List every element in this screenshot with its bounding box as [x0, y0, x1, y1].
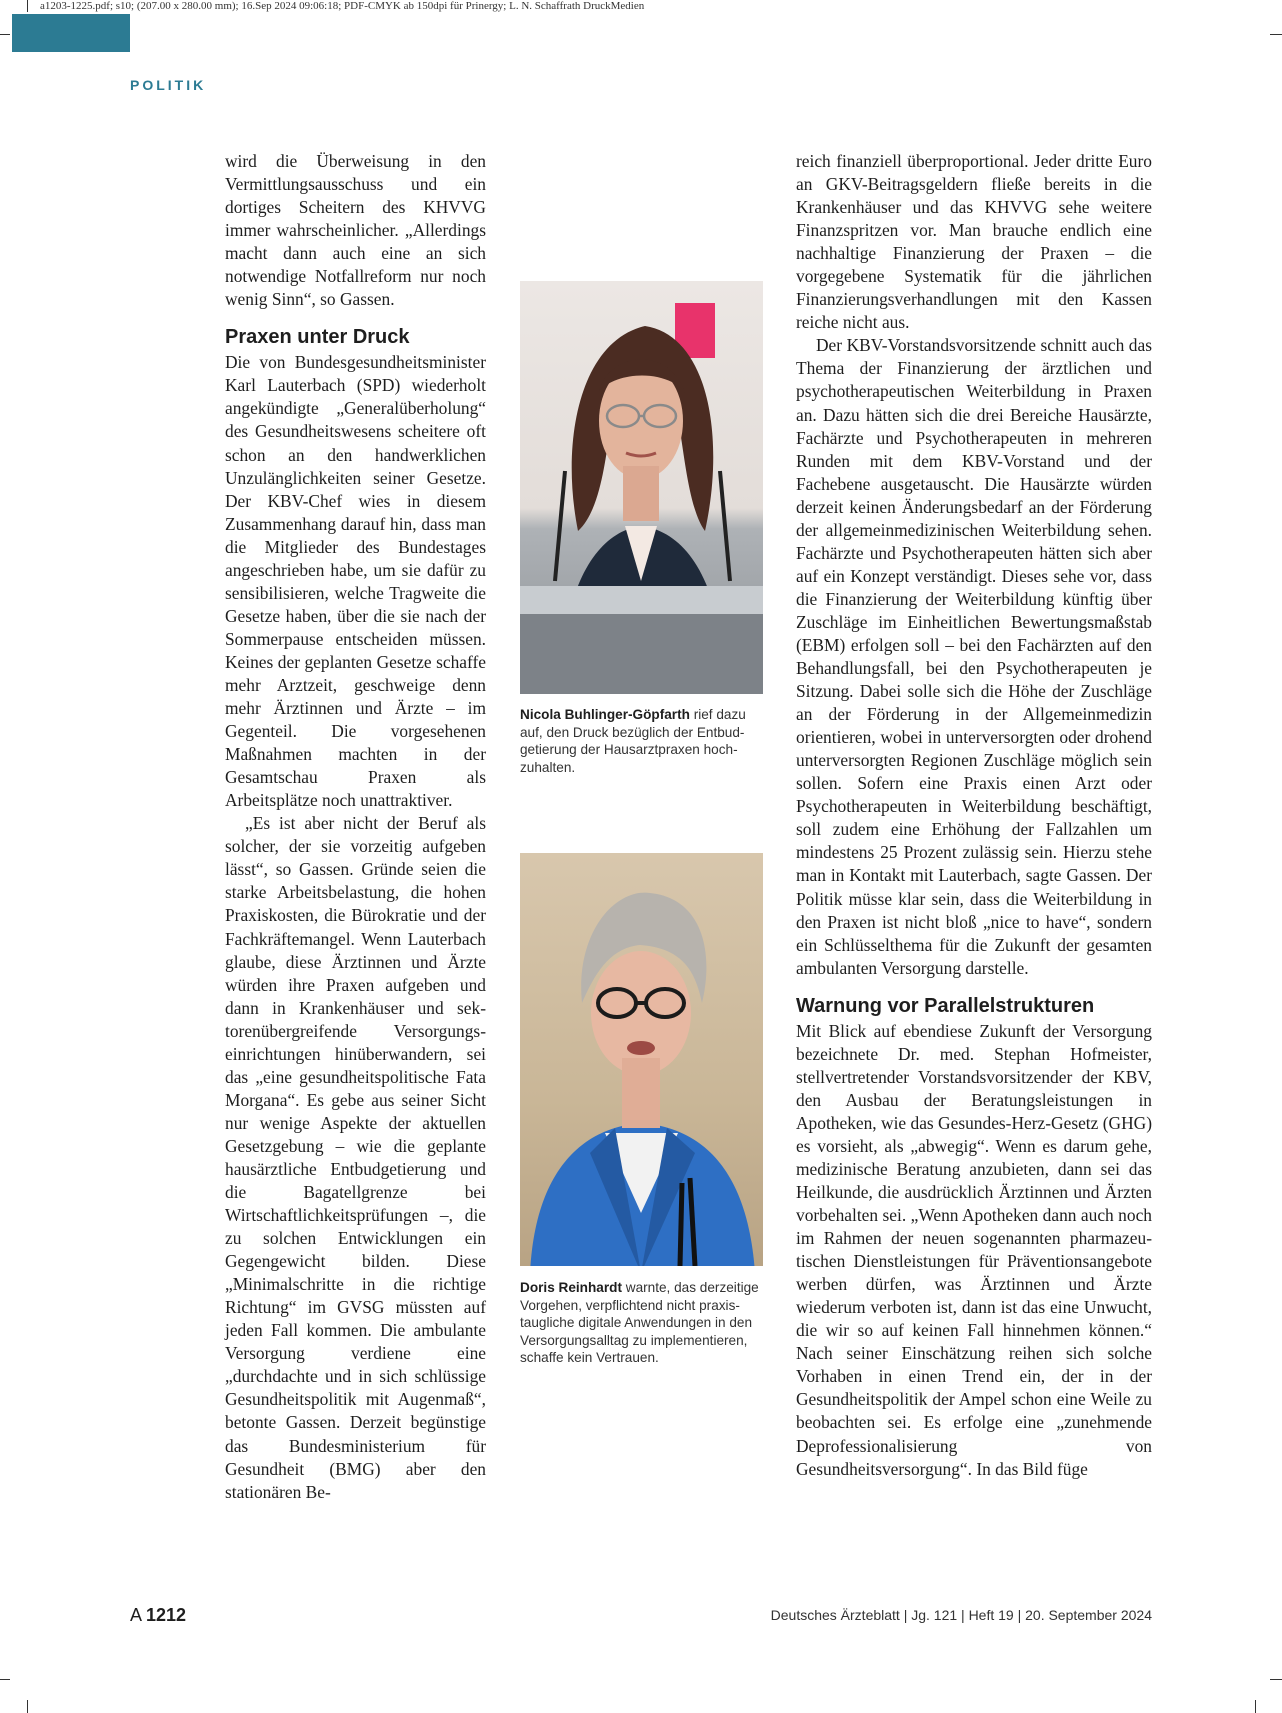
- crop-mark: [27, 0, 28, 12]
- footer-publication-info: Deutsches Ärzteblatt | Jg. 121 | Heft 19 | 20. September 2024: [770, 1607, 1152, 1623]
- crop-mark: [1270, 34, 1282, 35]
- photo-caption: [520, 1279, 763, 1367]
- page-number-value: 1212: [146, 1605, 187, 1625]
- article-column-left: [225, 150, 486, 1504]
- page-prefix: A: [130, 1605, 147, 1625]
- caption-person-name: Nicola Buhlinger-Göpfarth: [520, 707, 690, 722]
- page-number: [130, 1605, 186, 1626]
- corner-color-block: [12, 14, 130, 52]
- subheading: Warnung vor Parallelstrukturen: [796, 994, 1095, 1017]
- print-slug: a1203-1225.pdf; s10; (207.00 x 280.00 mm); 16.Sep 2024 09:06:18; PDF-CMYK ab 150dpi für Prinergy; L. N. Schaffrath DruckMedien: [40, 0, 645, 12]
- article-column-right: [796, 150, 1152, 1481]
- paragraph: Der KBV-Vorstandsvorsitzende schnitt auch das Thema der Finanzierung der ärztlichen und psychotherapeutischen Weiterbildung in Praxen an. Dazu hätten sich die drei Bereiche Hausärzte, Fachärzte und Psychotherapeuten in mehreren Runden mit dem KBV-Vorstand und der Fachebene ausgetauscht. Die Hausärzte würden derzeit keinen Änderungsbedarf an der Förderung der allgemeinmedizinischen Weiterbildung sehen. Fachärzte und Psychotherapeuten hätten sich aber auf ein Konzept verständigt. Dieses sehe vor, dass die Finanzierung der Weiterbildung künftig über Zuschläge im Einheitlichen Bewertungsmaßstab (EBM) erfolgen soll – bei den Fachärzten auf den Behandlungsfall, bei den Psychotherapeuten je Sitzung. Dabei solle sich die Höhe der Zuschläge an der Förderung in der Allgemeinmedizin orientieren, wobei in unterversorgten oder drohend unterversorgten Regionen Zuschläge möglich sein sollen. Sofern eine Praxis einen Arzt oder Psychotherapeuten in Weiterbildung beschäftigt, soll zudem eine Erhöhung der Fallzahlen um mindestens 25 Prozent zulässig sein. Hierzu stehe man in Kontakt mit Lauterbach, sagte Gassen. Der Politik müsse klar sein, dass die Weiterbildung in den Praxen ist nicht bloß „nice to have“, sondern ein Schlüsselthema für die Zukunft der gesamten ambulanten Versorgung darstelle.: [796, 335, 1152, 978]
- caption-person-name: Doris Reinhardt: [520, 1280, 622, 1295]
- portrait-illustration: [520, 853, 763, 1266]
- caption-text: warnte, das derzeitige Vorgehen, verpflichtend nicht praxistaugliche digitale Anwendungen in den Versorgungsalltag zu implementieren, schaffe kein Vertrauen.: [520, 1280, 759, 1366]
- photo-doris-reinhardt: [520, 853, 763, 1266]
- crop-mark: [1255, 1700, 1256, 1713]
- crop-mark: [27, 1700, 28, 1713]
- paragraph: „Es ist aber nicht der Beruf als solcher, der sie vorzeitig aufgeben lässt“, so Gassen. Gründe seien die starke Arbeitsbelastung, die hohen Praxiskosten, die Bürokratie und der Fachkräftemangel. Wenn Lauterbach glaube, diese Ärztinnen und Ärzte würden ihre Praxen aufgeben und dann in Krankenhäuser und sektorenübergreifende Versorgungseinrichtungen hinüberwandern, sei das „eine gesundheitspolitische Fata Morgana“. Es gebe aus seiner Sicht nur wenige Aspekte der aktuellen Gesetzgebung – wie die geplante hausärztliche Entbudgetierung und die Bagatellgrenze bei Wirtschaftlichkeitsprüfungen –, die zu solchen Entwicklungen ein Gegengewicht bilden. Diese „Minimalschritte in die richtige Richtung“ im GVSG müssten auf jeden Fall kommen. Die ambulante Versorgung verdiene eine „durchdachte und in sich schlüssige Gesundheitspolitik mit Augenmaß“, betonte Gassen. Derzeit begünstige das Bundesministerium für Gesundheit (BMG) aber den stationären Be-: [225, 813, 486, 1502]
- photo-nicola-buhlinger-goepfarth: [520, 281, 763, 694]
- portrait-illustration: [520, 281, 763, 694]
- paragraph: Die von Bundesgesundheitsminister Karl Lauterbach (SPD) wiederholt angekündigte „Generalüberholung“ des Gesundheitswesens scheitere oft schon an den handwerklichen Unzulänglichkeiten seiner Gesetze. Der KBV-Chef wies in diesem Zusammenhang darauf hin, dass man die Mitglieder des Bundestages angeschrieben habe, um sie dafür zu sensibilisieren, welche Tragweite die Gesetze haben, über die sie nach der Sommerpause entscheiden müssen. Keines der geplanten Gesetze schaffe mehr Arztzeit, geschweige denn mehr Ärztinnen und Ärzte – im Gegenteil. Die vorgesehenen Maßnahmen machten in der Gesamtschau Praxen als Arbeitsplätze noch unattraktiver.: [225, 352, 486, 811]
- caption-text: rief dazu auf, den Druck bezüglich der Entbudgetierung der Hausarztpraxen hochzuhalten.: [520, 707, 746, 775]
- paragraph: reich finanziell überproportional. Jeder dritte Euro an GKV-Beitragsgeldern fließe bereits in die Krankenhäuser und das KHVVG sehe weitere Finanzspritzen vor. Man brauche endlich eine nachhaltige Finanzierung der Praxen – die vorgegebene Systematik für die jährlichen Finanzierungsverhandlungen mit den Kassen reiche nicht aus.: [796, 151, 1152, 333]
- paragraph: wird die Überweisung in den Vermittlungsausschuss und ein dortiges Scheitern des KHVVG immer wahrscheinlicher. „Allerdings macht dann auch eine an sich notwendige Notfallreform nur noch wenig Sinn“, so Gassen.: [225, 151, 486, 310]
- paragraph: Mit Blick auf ebendiese Zukunft der Versorgung bezeichnete Dr. med. Stephan Hofmeister, stellvertretender Vorstandsvorsitzender der KBV, den Ausbau der Beratungsleistungen in Apotheken, wie das Gesundes-Herz-Gesetz (GHG) es vorsieht, als „abwegig“. Wenn es darum gehe, medizinische Beratung anzubieten, dann sei das Heilkunde, die ausdrücklich Ärztinnen und Ärzten vorbehalten sei. „Wenn Apotheken dann auch noch im Rahmen der neuen sogenannten pharmazeutischen Dienstleistungen für Präventionsangebote werben dürfen, was Ärztinnen und Ärzte wiederum verboten ist, dann ist das eine Unwucht, die wir so auf keinen Fall hinnehmen können.“ Nach seiner Einschätzung reihen sich solche Vorhaben in einen Trend ein, der in der Gesundheitspolitik der Ampel schon eine Weile zu beobachten sei. Es erfolge eine „zunehmende Deprofessionalisierung von Gesundheitsversorgung“. In das Bild füge: [796, 1020, 1152, 1479]
- crop-mark: [0, 1679, 10, 1680]
- crop-mark: [1270, 1679, 1282, 1680]
- section-label: POLITIK: [130, 77, 207, 93]
- crop-mark: [0, 34, 10, 35]
- subheading: Praxen unter Druck: [225, 326, 410, 349]
- photo-caption: [520, 706, 763, 776]
